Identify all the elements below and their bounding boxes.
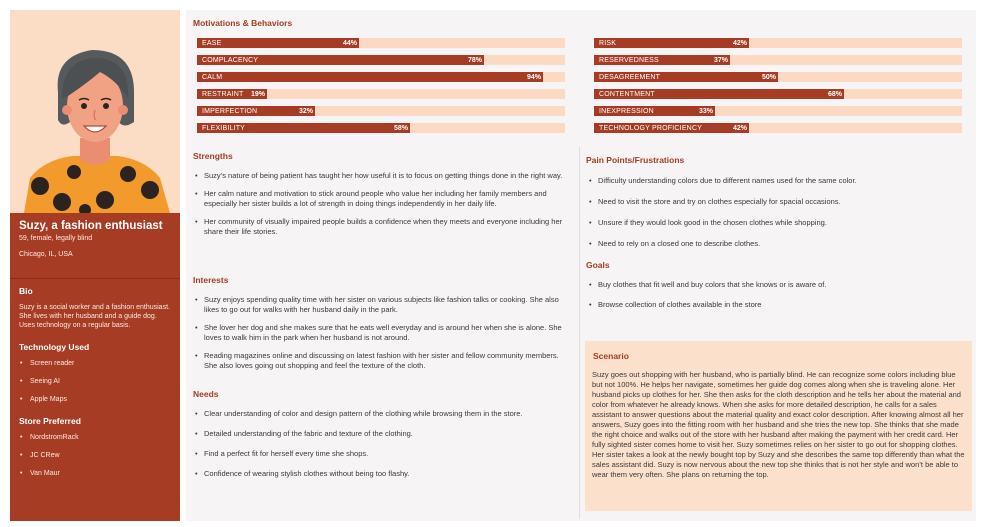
trait-label: COMPLACENCY	[202, 57, 259, 64]
trait-bar	[594, 38, 962, 48]
list-item: • Seeing AI	[19, 377, 171, 386]
trait-label: DESAGREEMENT	[599, 74, 661, 81]
trait-label: CONTENTMENT	[599, 91, 655, 98]
bio-text: Suzy is a social worker and a fashion enthusiast. She lives with her husband and a guide dog. Uses technology on a regular basis.	[19, 304, 170, 329]
pain-points-list	[587, 176, 967, 249]
list-item: • Detailed understanding of the fabric and texture of the clothing.	[193, 429, 563, 439]
persona-name: Suzy, a fashion enthusiast	[19, 220, 163, 232]
list-item: • Screen reader	[19, 359, 171, 368]
trait-bar	[197, 38, 565, 48]
trait-bar	[594, 55, 962, 65]
trait-bar-fill	[197, 55, 484, 65]
trait-value: 19%	[250, 91, 265, 98]
trait-label: CALM	[202, 74, 223, 81]
trait-label: RESTRAINT	[202, 91, 244, 98]
list-item: • Her community of visually impaired people builds a confidence when they meets and everyone including her share their life stories.	[193, 217, 563, 237]
trait-label: IMPERFECTION	[202, 108, 258, 115]
list-item: • Apple Maps	[19, 395, 171, 404]
trait-bar	[197, 55, 565, 65]
needs-heading: Needs	[193, 389, 219, 399]
trait-value: 78%	[467, 57, 482, 64]
list-item: • Clear understanding of color and design pattern of the clothing while browsing them in the store.	[193, 409, 563, 419]
list-item: • She lover her dog and she makes sure that he eats well everyday and is around her when she is alone. She loves to walk him in the park when her husband is not around.	[193, 323, 563, 343]
trait-bar	[594, 106, 962, 116]
divider	[10, 278, 180, 279]
trait-bar	[197, 89, 565, 99]
list-item: • Van Maur	[19, 469, 171, 478]
technology-heading: Technology Used	[19, 342, 90, 352]
list-item: • Confidence of wearing stylish clothes without being too flashy.	[193, 469, 563, 479]
list-item: • Unsure if they would look good in the chosen clothes while shopping.	[587, 218, 967, 228]
trait-bar-fill	[594, 123, 749, 133]
interests-list	[193, 295, 563, 371]
interests-heading: Interests	[193, 275, 229, 285]
persona-header	[10, 213, 180, 277]
scenario-text: Suzy goes out shopping with her husband, who is partially blind. He can recognize some colors including blue but not 100%. He helps her navigate, sometimes her guide dog comes along when she is traveling alone. Her husband picks up clothes for her. She then asks for the cloth description and he tells her about the material and color from whatever he already knows. When she asks for more detailed description, he calls for a sales assistant to answer questions about the material quality and exact color description. After knowing almost all her answers, Suzy goes into the fitting room with her husband and she tries the new top. She thinks that she made the right choice and walks out of the store with her husband after making the payment with her credit card. Her fully sighted sister comes home to visit her. Suzy sometimes relies on her sister to go out for shopping clothes. Her sister takes a look at the newly bought top by Suzy and she describes the same top differently than what the sales assistant did. Suzy is now nervous about the new top she thinks that is not her style and won’t be able to wear them very often. She plans on returning the top.	[592, 370, 965, 479]
trait-value: 68%	[827, 91, 842, 98]
trait-bar	[197, 123, 565, 133]
trait-label: TECHNOLOGY PROFICIENCY	[599, 125, 703, 132]
list-item: • NordstromRack	[19, 433, 171, 442]
goals-list	[587, 280, 967, 310]
list-item: • Browse collection of clothes available in the store	[587, 300, 967, 310]
list-item: • Need to rely on a closed one to describe clothes.	[587, 239, 967, 249]
list-item: • Suzy’s nature of being patient has taught her how useful it is to focus on getting things done in the right way.	[193, 171, 563, 181]
trait-bar-fill	[594, 89, 844, 99]
list-item: • JC CRew	[19, 451, 171, 460]
list-item: • Suzy enjoys spending quality time with her sister on various subjects like fashion talks or cooking. She also likes to go out for walks with her husband daily in the park.	[193, 295, 563, 315]
goals-heading: Goals	[586, 260, 610, 270]
strengths-heading: Strengths	[193, 151, 233, 161]
stores-list	[19, 433, 171, 478]
technology-list	[19, 359, 171, 404]
trait-label: RESERVEDNESS	[599, 57, 659, 64]
trait-value: 94%	[526, 74, 541, 81]
strengths-list	[193, 171, 563, 237]
motivations-heading: Motivations & Behaviors	[193, 18, 293, 28]
main-panel	[186, 10, 976, 521]
trait-bar-fill	[594, 38, 749, 48]
trait-bar-fill	[594, 55, 730, 65]
list-item: • Her calm nature and motivation to stick around people who value her including her family members and especially her sister builds a lot of strength in doing things independently in her daily life.	[193, 189, 563, 209]
trait-bar-fill	[197, 89, 267, 99]
stores-heading: Store Preferred	[19, 416, 81, 426]
profile-details	[10, 286, 180, 487]
scenario-heading: Scenario	[593, 351, 629, 361]
trait-value: 58%	[393, 125, 408, 132]
trait-label: EASE	[202, 40, 222, 47]
trait-bar-fill	[197, 123, 410, 133]
trait-label: RISK	[599, 40, 617, 47]
trait-bar-fill	[197, 106, 315, 116]
trait-bar	[594, 89, 962, 99]
needs-list	[193, 409, 563, 479]
trait-value: 42%	[732, 125, 747, 132]
profile-panel	[10, 10, 180, 521]
avatar-illustration	[10, 10, 180, 213]
column-divider	[579, 147, 580, 519]
trait-bar-fill	[197, 72, 543, 82]
trait-bar	[594, 72, 962, 82]
trait-bar	[197, 106, 565, 116]
persona-location: Chicago, IL, USA	[19, 251, 73, 258]
trait-value: 33%	[698, 108, 713, 115]
persona-subtitle: 59, female, legally blind	[19, 235, 93, 242]
trait-bar-fill	[594, 72, 778, 82]
list-item: • Find a perfect fit for herself every time she shops.	[193, 449, 563, 459]
scenario-card	[585, 341, 972, 511]
list-item: • Difficulty understanding colors due to different names used for the same color.	[587, 176, 967, 186]
trait-value: 42%	[732, 40, 747, 47]
list-item: • Need to visit the store and try on clothes especially for spacial occasions.	[587, 197, 967, 207]
list-item: • Buy clothes that fit well and buy colors that she knows or is aware of.	[587, 280, 967, 290]
trait-label: FLEXIBILITY	[202, 125, 246, 132]
trait-value: 32%	[298, 108, 313, 115]
avatar	[10, 10, 180, 213]
trait-bar	[594, 123, 962, 133]
trait-bar-fill	[594, 106, 715, 116]
trait-bar	[197, 72, 565, 82]
trait-value: 50%	[761, 74, 776, 81]
list-item: • Reading magazines online and discussing on latest fashion with her sister and fellow community members. She also loves going out shopping and feel the texture of the cloth.	[193, 351, 563, 371]
trait-bar-fill	[197, 38, 359, 48]
trait-value: 37%	[713, 57, 728, 64]
trait-value: 44%	[342, 40, 357, 47]
bio-heading: Bio	[19, 286, 33, 296]
trait-label: INEXPRESSION	[599, 108, 654, 115]
pain-points-heading: Pain Points/Frustrations	[586, 155, 685, 165]
